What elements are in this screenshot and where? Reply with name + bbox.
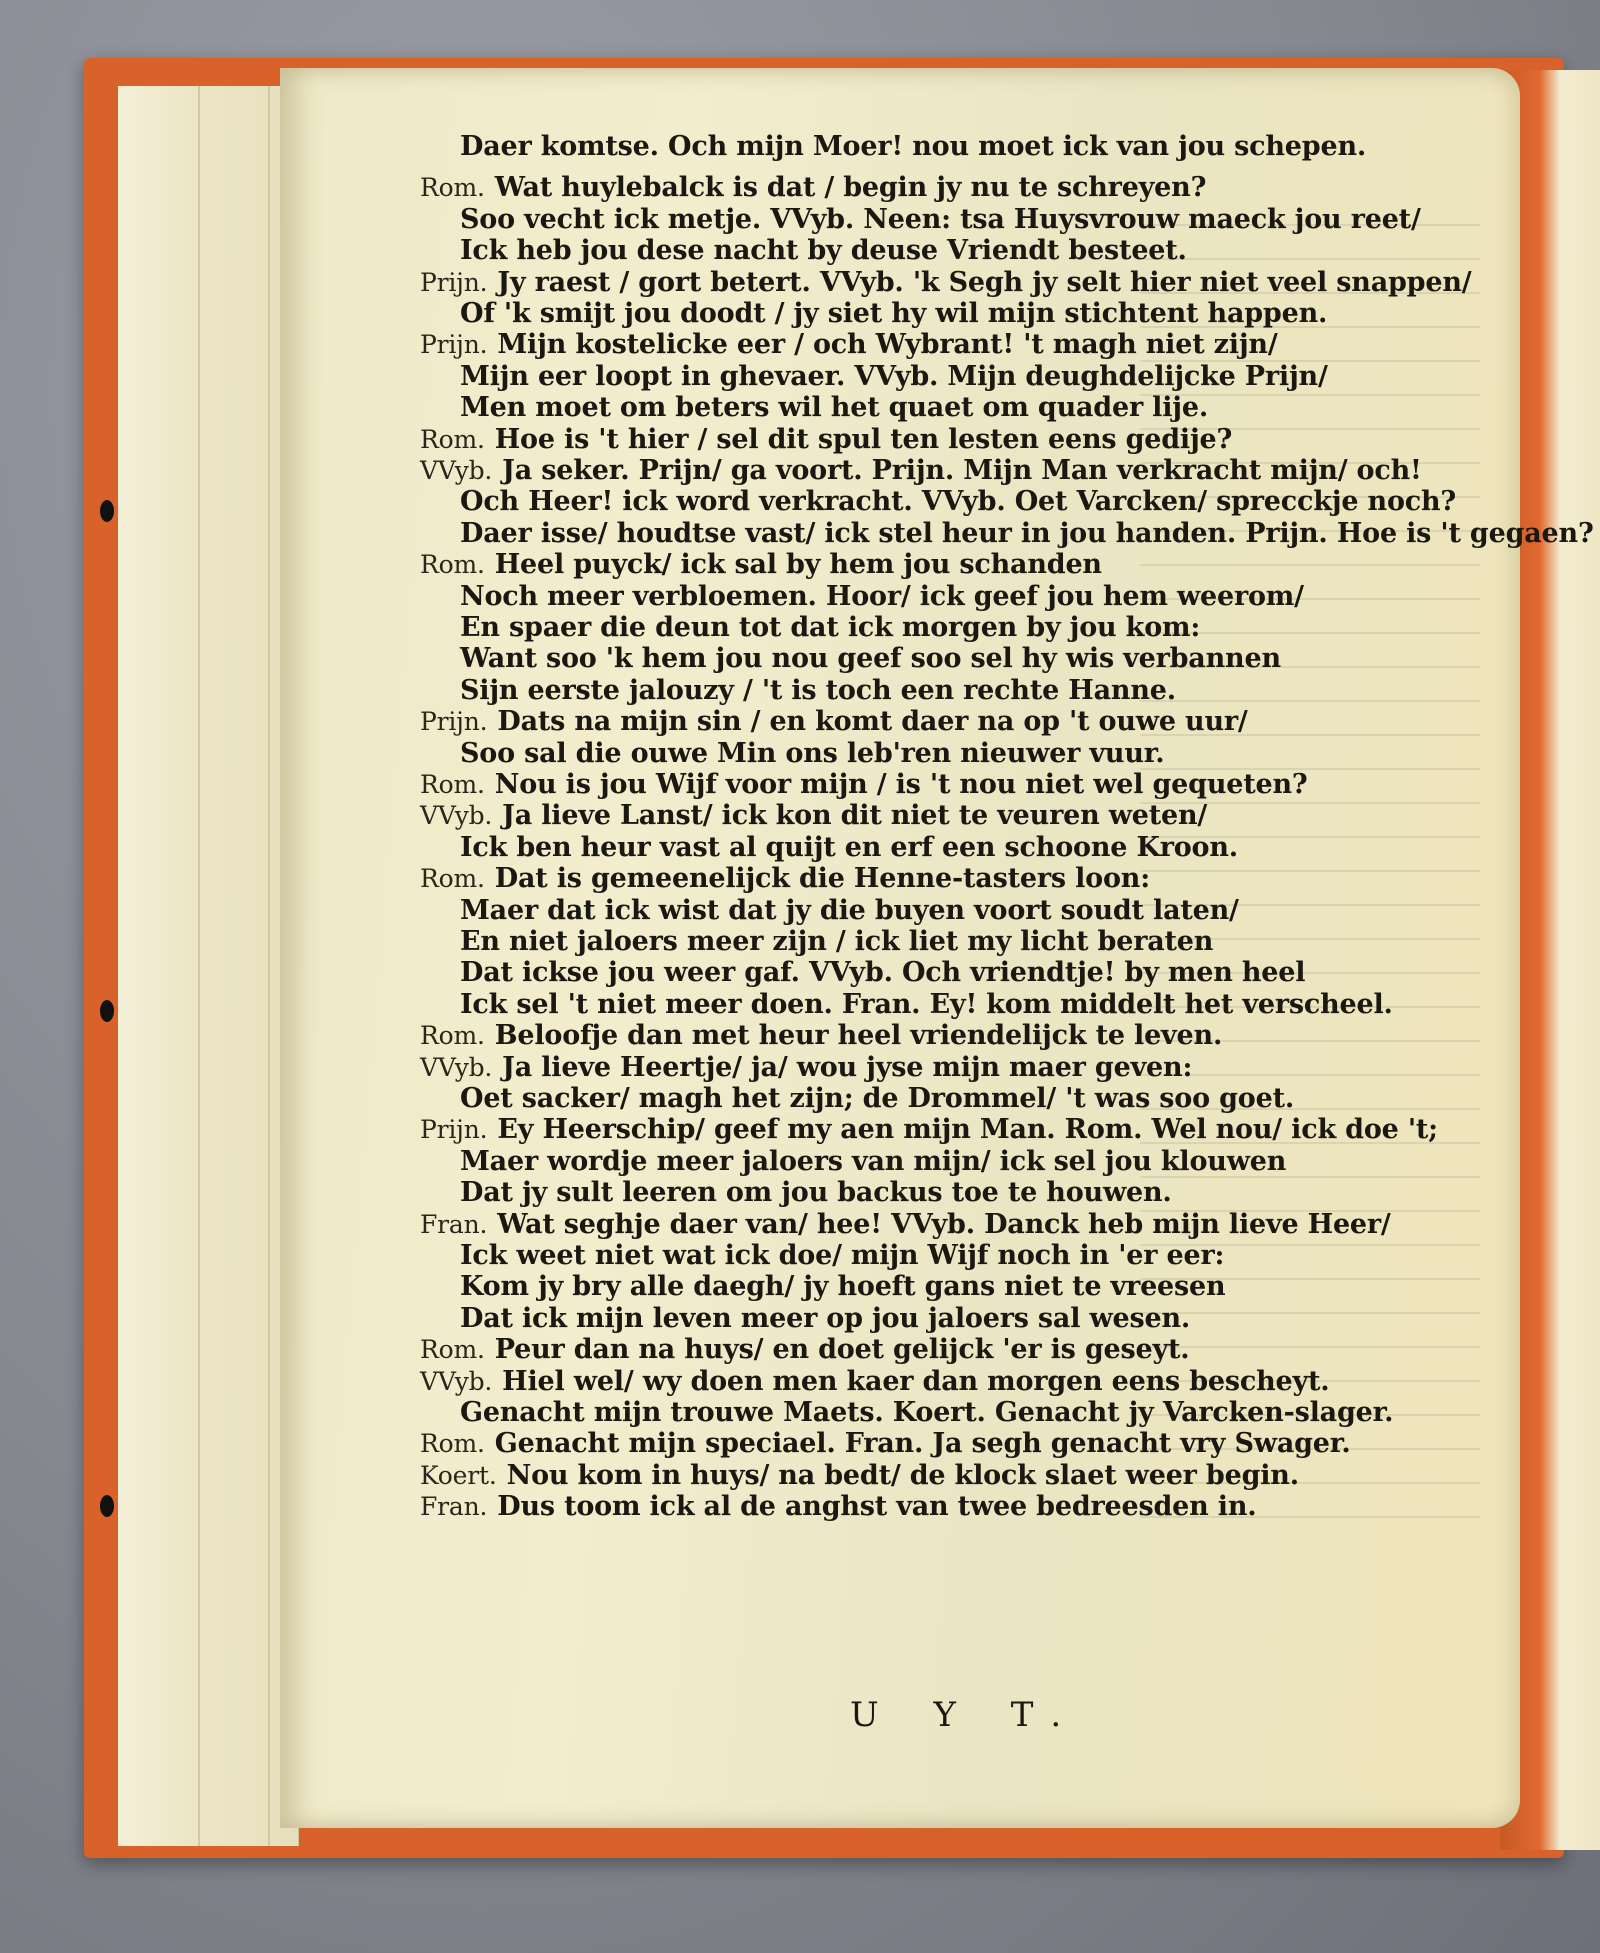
line-text: Sijn eerste jalouzy / 't is toch een rechte Hanne. <box>460 674 1176 706</box>
line-text: Of 'k smijt jou doodt / jy siet hy wil mijn stichtent happen. <box>460 298 1328 329</box>
text-line <box>420 1427 1351 1461</box>
line-text: Ick heb jou dese nacht by deuse Vriendt besteet. <box>460 235 1187 267</box>
text-line <box>460 674 1176 708</box>
text-line <box>420 1365 1329 1399</box>
text-line <box>460 611 1200 645</box>
text-line <box>420 1333 1189 1367</box>
text-line <box>420 862 1150 896</box>
text-line <box>460 203 1421 237</box>
text-line <box>460 297 1327 331</box>
text-line <box>420 454 1422 488</box>
line-text: Ja lieve Lanst/ ick kon dit niet te veuren weten/ <box>502 800 1208 832</box>
text-line <box>420 1459 1299 1493</box>
text-line <box>420 1019 1222 1053</box>
line-text: Jy raest / gort betert. VVyb. 'k Segh jy selt hier niet veel snappen/ <box>497 266 1472 298</box>
speaker-label: Prijn. <box>420 707 488 737</box>
text-line <box>460 234 1187 268</box>
line-text: Beloofje dan met heur heel vriendelijck te leven. <box>494 1020 1223 1052</box>
speaker-label: Prijn. <box>420 267 488 297</box>
text-line <box>420 266 1471 300</box>
page-stack <box>118 86 299 1846</box>
line-text: En niet jaloers meer zijn / ick liet my licht beraten <box>460 926 1214 957</box>
text-line <box>420 548 1102 582</box>
line-text: Mijn kostelicke eer / och Wybrant! 't magh niet zijn/ <box>497 329 1278 361</box>
text-line <box>420 768 1308 802</box>
speaker-label: Fran. <box>420 1209 488 1239</box>
line-text: Heel puyck/ ick sal by hem jou schanden <box>494 549 1102 581</box>
text-line <box>420 328 1278 362</box>
speaker-label: Koert. <box>420 1460 497 1490</box>
speaker-label: VVyb. <box>420 1052 493 1082</box>
line-text: Wat huylebalck is dat / begin jy nu te schreyen? <box>494 172 1207 204</box>
text-line <box>420 1208 1391 1242</box>
text-line <box>460 391 1208 425</box>
line-text: Ick weet niet wat ick doe/ mijn Wijf noch in 'er eer: <box>460 1240 1225 1271</box>
line-text: Mijn eer loopt in ghevaer. VVyb. Mijn deughdelijcke Prijn/ <box>460 360 1328 392</box>
text-line <box>460 130 1366 164</box>
text-line <box>460 1302 1190 1336</box>
text-line <box>460 1239 1224 1273</box>
line-text: Genacht mijn trouwe Maets. Koert. Genacht jy Varcken-slager. <box>460 1397 1394 1428</box>
text-line <box>420 1113 1438 1147</box>
binding-hole <box>100 500 114 522</box>
text-line <box>420 705 1248 739</box>
line-text: Hoe is 't hier / sel dit spul ten lesten eens gedije? <box>494 423 1233 455</box>
text-line <box>420 1051 1192 1085</box>
line-text: Soo vecht ick metje. VVyb. Neen: tsa Huysvrouw maeck jou reet/ <box>460 203 1421 235</box>
speaker-label: Rom. <box>420 550 485 580</box>
speaker-label: VVyb. <box>420 801 493 831</box>
text-line <box>460 925 1213 959</box>
speaker-label: Fran. <box>420 1492 488 1522</box>
text-line <box>460 988 1393 1022</box>
text-line <box>420 423 1232 457</box>
line-text: Nou is jou Wijf voor mijn / is 't nou niet wel gequeten? <box>494 769 1308 800</box>
speaker-label: Rom. <box>420 1335 485 1365</box>
line-text: Maer dat ick wist dat jy die buyen voort soudt laten/ <box>460 894 1239 926</box>
line-text: Och Heer! ick word verkracht. VVyb. Oet Varcken/ sprecckje noch? <box>460 486 1457 518</box>
text-line <box>460 1145 1286 1179</box>
text-line <box>420 799 1207 833</box>
text-line <box>460 894 1239 928</box>
line-text: Ick ben heur vast al quijt en erf een schoone Kroon. <box>460 831 1238 863</box>
text-line <box>420 171 1206 205</box>
speaker-label: VVyb. <box>420 456 493 485</box>
line-text: Ja lieve Heertje/ ja/ wou jyse mijn maer geven: <box>502 1051 1193 1083</box>
line-text: Daer komtse. Och mijn Moer! nou moet ick van jou schepen. <box>460 131 1367 162</box>
text-line <box>460 642 1281 676</box>
binding-hole <box>100 1495 114 1517</box>
text-line <box>460 1082 1294 1116</box>
line-text: Genacht mijn speciael. Fran. Ja segh genacht vry Swager. <box>494 1428 1351 1460</box>
speaker-label: Rom. <box>420 864 485 894</box>
text-line <box>420 1490 1256 1524</box>
speaker-label: VVyb. <box>420 1366 493 1396</box>
text-line <box>460 737 1165 771</box>
text-line <box>460 1176 1172 1210</box>
text-line <box>460 1270 1225 1304</box>
finis-mark: U Y T. <box>850 1695 1084 1735</box>
line-text: Dus toom ick al de anghst van twee bedreesden in. <box>497 1491 1257 1523</box>
line-text: Kom jy bry alle daegh/ jy hoeft gans niet te vreesen <box>460 1271 1226 1303</box>
line-text: Dat ickse jou weer gaf. VVyb. Och vriendtje! by men heel <box>460 957 1306 989</box>
line-text: Dat ick mijn leven meer op jou jaloers sal wesen. <box>460 1302 1191 1334</box>
line-text: Ey Heerschip/ geef my aen mijn Man. Rom. Wel nou/ ick doe 't; <box>497 1114 1438 1146</box>
line-text: Men moet om beters wil het quaet om quader lije. <box>460 392 1209 424</box>
binding-hole <box>100 1000 114 1022</box>
line-text: Dat is gemeenelijck die Henne-tasters loon: <box>494 863 1150 895</box>
line-text: Oet sacker/ magh het zijn; de Drommel/ 't was soo goet. <box>460 1083 1295 1114</box>
text-line <box>460 831 1238 865</box>
line-text: Dats na mijn sin / en komt daer na op 't ouwe uur/ <box>497 706 1248 738</box>
speaker-label: Prijn. <box>420 330 488 360</box>
speaker-label: Rom. <box>420 173 485 203</box>
speaker-label: Rom. <box>420 770 485 799</box>
text-line <box>460 485 1456 519</box>
line-text: Wat seghje daer van/ hee! VVyb. Danck heb mijn lieve Heer/ <box>497 1208 1391 1240</box>
line-text: Nou kom in huys/ na bedt/ de klock slaet weer begin. <box>506 1459 1299 1491</box>
line-text: Noch meer verbloemen. Hoor/ ick geef jou hem weerom/ <box>460 580 1304 612</box>
text-line <box>460 580 1304 614</box>
line-text: Want soo 'k hem jou nou geef soo sel hy wis verbannen <box>460 643 1281 675</box>
line-text: Dat jy sult leeren om jou backus toe te houwen. <box>460 1177 1172 1209</box>
line-text: Hiel wel/ wy doen men kaer dan morgen eens bescheyt. <box>502 1365 1330 1397</box>
text-line <box>460 360 1328 394</box>
line-text: Maer wordje meer jaloers van mijn/ ick sel jou klouwen <box>460 1145 1287 1177</box>
text-line <box>460 517 1594 551</box>
line-text: En spaer die deun tot dat ick morgen by jou kom: <box>460 612 1201 643</box>
line-text: Ick sel 't niet meer doen. Fran. Ey! kom middelt het verscheel. <box>460 988 1393 1020</box>
line-text: Peur dan na huys/ en doet gelijck 'er is geseyt. <box>494 1334 1190 1366</box>
speaker-label: Rom. <box>420 1021 485 1051</box>
text-line <box>460 956 1305 990</box>
speaker-label: Rom. <box>420 1429 485 1459</box>
line-text: Ja seker. Prijn/ ga voort. Prijn. Mijn Man verkracht mijn/ och! <box>502 455 1422 486</box>
text-line <box>460 1396 1393 1430</box>
line-text: Daer isse/ houdtse vast/ ick stel heur in jou handen. Prijn. Hoe is 't gegaen? <box>460 517 1594 549</box>
line-text: Soo sal die ouwe Min ons leb'ren nieuwer vuur. <box>460 737 1165 769</box>
speaker-label: Rom. <box>420 424 485 454</box>
speaker-label: Prijn. <box>420 1115 488 1145</box>
